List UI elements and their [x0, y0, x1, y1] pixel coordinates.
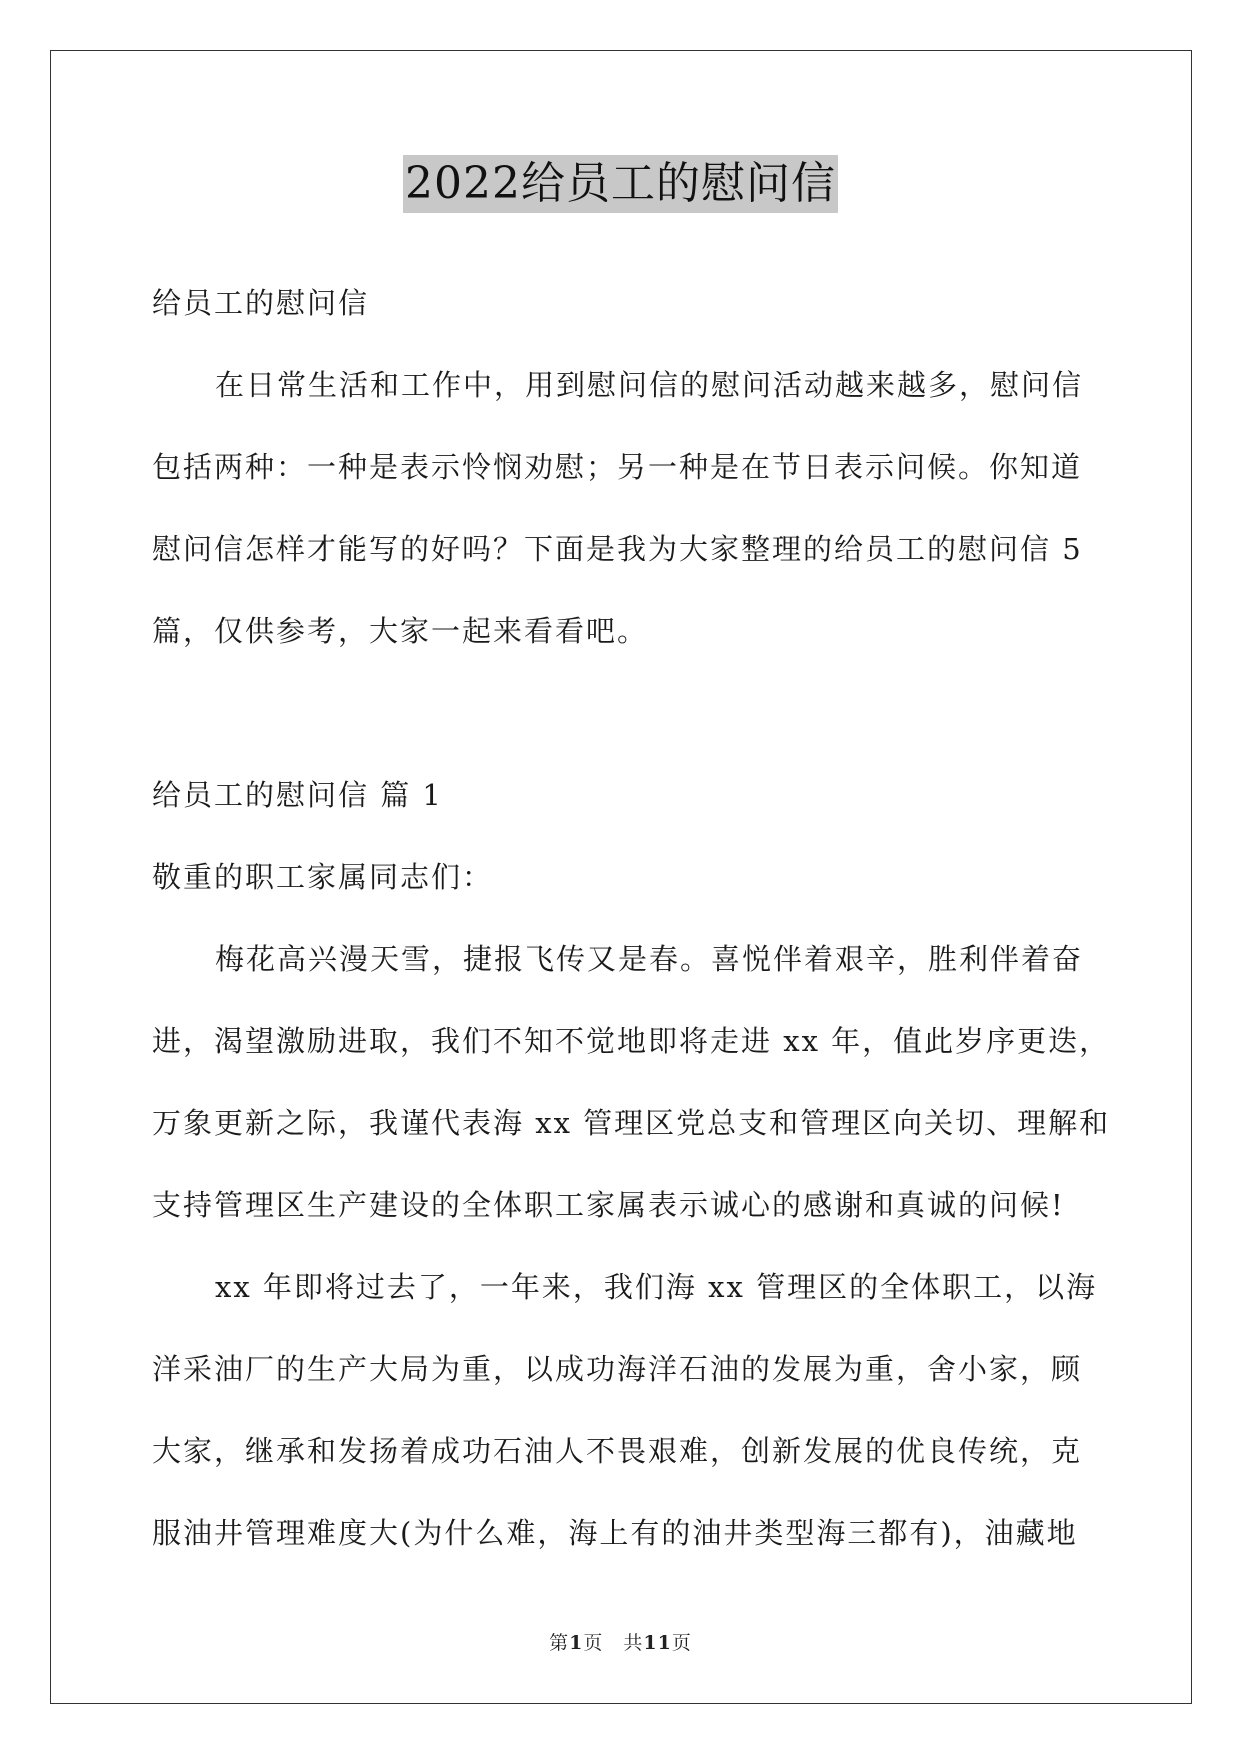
document-title: 2022给员工的慰问信	[403, 155, 838, 213]
paragraph-gap	[152, 672, 1092, 754]
paragraph-line: 进，渴望激励进取，我们不知不觉地即将走进 xx 年，值此岁序更迭，	[152, 1024, 1111, 1058]
salutation: 敬重的职工家属同志们：	[152, 860, 494, 894]
footer-page-current: 1	[569, 1632, 584, 1654]
intro-line: 篇，仅供参考，大家一起来看看吧。	[152, 614, 649, 648]
section-heading: 给员工的慰问信 篇 1	[152, 778, 443, 812]
footer-page-total: 11	[643, 1632, 672, 1654]
document-subtitle: 给员工的慰问信	[152, 286, 370, 320]
page-footer	[0, 1628, 1241, 1655]
paragraph-line: 梅花高兴漫天雪，捷报飞传又是春。喜悦伴着艰辛，胜利伴着奋	[215, 942, 1084, 976]
title-container	[0, 155, 1241, 213]
intro-line: 慰问信怎样才能写的好吗？下面是我为大家整理的给员工的慰问信 5	[152, 532, 1083, 566]
intro-line: 在日常生活和工作中，用到慰问信的慰问活动越来越多，慰问信	[215, 368, 1084, 402]
paragraph-line: xx 年即将过去了，一年来，我们海 xx 管理区的全体职工，以海	[215, 1270, 1098, 1304]
footer-page-mid: 页 共	[583, 1632, 644, 1654]
paragraph-line: 洋采油厂的生产大局为重，以成功海洋石油的发展为重，舍小家，顾	[152, 1352, 1083, 1386]
document-body	[152, 262, 1111, 1574]
footer-page-suffix: 页	[671, 1632, 692, 1654]
paragraph-line: 大家，继承和发扬着成功石油人不畏艰难，创新发展的优良传统，克	[152, 1434, 1083, 1468]
intro-line: 包括两种：一种是表示怜悯劝慰；另一种是在节日表示问候。你知道	[152, 450, 1083, 484]
paragraph-line: 支持管理区生产建设的全体职工家属表示诚心的感谢和真诚的问候!	[152, 1188, 1065, 1222]
footer-page-prefix: 第	[549, 1632, 570, 1654]
paragraph-line: 万象更新之际，我谨代表海 xx 管理区党总支和管理区向关切、理解和	[152, 1106, 1111, 1140]
paragraph-line: 服油井管理难度大(为什么难，海上有的油井类型海三都有)，油藏地	[152, 1516, 1078, 1550]
